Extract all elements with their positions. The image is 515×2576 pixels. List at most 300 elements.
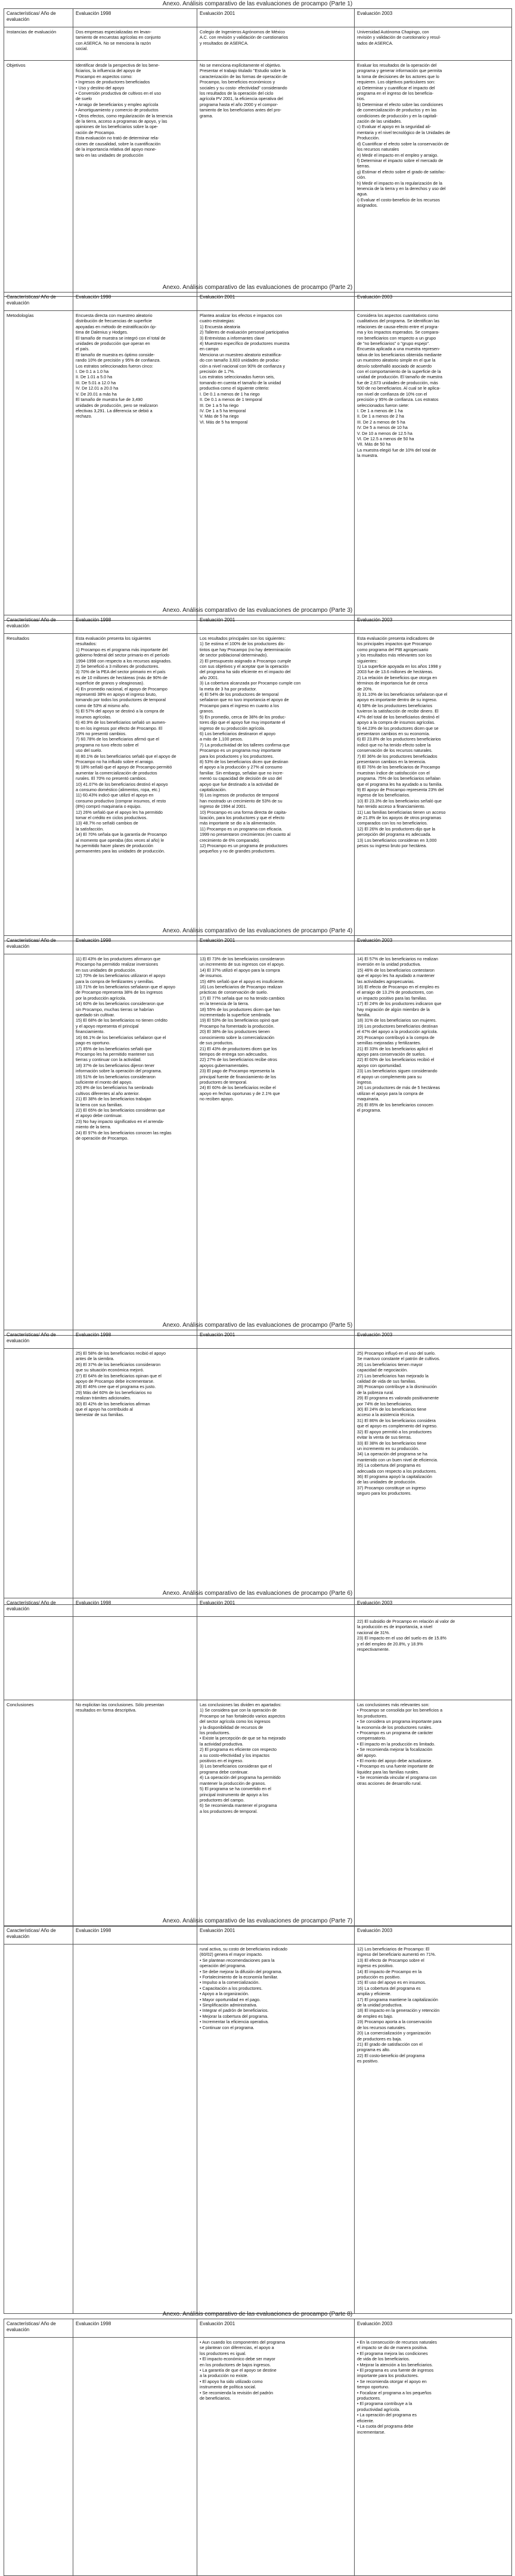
cell-line: con ASERCA. No se menciona la razón xyxy=(76,40,151,46)
cell-line: tiempo oportuno. xyxy=(357,2384,389,2390)
cell-line: Identificar desde la perspectiva de los bene- xyxy=(76,63,160,68)
cell-line: conocimiento sobre la comercialización xyxy=(200,1034,275,1040)
cell-line: • Aun cuando los componentes del programa xyxy=(200,2339,286,2345)
column-header: Evaluación 2003 xyxy=(355,615,512,634)
cell-line: precisión de 1.7%. xyxy=(200,369,235,375)
cell-line: prácticas de conservación de suelo. xyxy=(200,990,268,995)
table-cell xyxy=(197,1349,355,1605)
cell-line: 11) 60.43% indicó que utilizó el apoyo en xyxy=(76,792,154,798)
cell-line: más importante se dio a la alimentación. xyxy=(200,820,277,826)
row-label xyxy=(4,1617,73,1700)
cell-line: 3) 70% de la PEA del sector primario en el país xyxy=(76,669,166,675)
cell-line: 33) El 38% de los beneficiarios tiene xyxy=(357,1440,427,1446)
cell-line: pago es oportuno. xyxy=(76,1040,110,1046)
cell-line: tiempos de entrega son adecuados. xyxy=(200,1051,268,1057)
cell-line: 4) La operación del programa ha permitido xyxy=(200,1775,281,1781)
table-header-row xyxy=(4,9,512,27)
table-cell xyxy=(197,27,355,61)
column-header: Evaluación 2001 xyxy=(197,1330,355,1349)
comparison-table xyxy=(4,8,512,297)
cell-line: resultados: xyxy=(76,641,97,647)
cell-line: Procampo ha fomentado la producción. xyxy=(200,1023,275,1029)
cell-line: • Incrementar la eficiencia operativa. xyxy=(200,2019,269,2025)
cell-line: 1999 no presentaron crecimientos (en cuanto al xyxy=(200,832,291,838)
section-title: Anexo. Análisis comparativo de las evaluaciones de procampo (Parte 6) xyxy=(162,1590,353,1597)
cell-line: e) Medir el impacto en el empleo y arraigo. xyxy=(357,152,439,158)
cell-line: Procampo les ha permitido mantener sus xyxy=(76,1051,154,1057)
cell-line: 20) Procampo contribuyó a la compra de xyxy=(357,1034,435,1040)
cell-line: • Integrar el padrón de beneficiarios. xyxy=(200,2008,269,2014)
cell-line: • Procampo es un programa de carácter xyxy=(357,1730,433,1736)
cell-line: cualitativos del programa. Se identifican las xyxy=(357,318,440,324)
cell-line: como de 53% al mismo año. xyxy=(76,702,130,708)
cell-line: los resultados de la operación del ciclo xyxy=(200,91,274,97)
cell-line: para los productores y los productores. xyxy=(200,753,274,759)
cell-line: la satisfacción. xyxy=(76,826,104,832)
cell-line: III. De 2 a menos de 5 ha xyxy=(357,419,405,425)
cell-line: desvío sobrehalló asociado de acuerdo xyxy=(357,363,432,369)
cell-line: 19) El 53% de los beneficiarios opinó que xyxy=(200,1018,279,1023)
cell-line: Encuesta aplicada a una muestra represen- xyxy=(357,346,440,352)
cell-line: ma y los impactos esperados. Se compara- xyxy=(357,329,440,335)
column-header: Evaluación 2001 xyxy=(197,936,355,954)
cell-line: mantener la producción de granos. xyxy=(200,1780,266,1786)
cell-line: • Apoyo a la organización. xyxy=(200,1991,249,1997)
cell-line: 18) 37% de los beneficiarios dijeron tener xyxy=(76,1062,155,1068)
cell-line: seleccionados fueron siete: xyxy=(357,402,409,408)
cell-line: al momento que operaba (dos veces al año) le xyxy=(76,837,165,843)
cell-line: 29) El programa es valorado positivamente xyxy=(357,1395,439,1401)
cell-line: 18) 31% de los beneficiarios son mujeres. xyxy=(357,1018,437,1023)
cell-line: • El impacto en la producción es limitado. xyxy=(357,1741,436,1747)
cell-line: do con tamaño 3,603 unidades de produc- xyxy=(200,357,281,363)
cell-line: 21) El grado de satisfacción con el xyxy=(357,2041,423,2047)
cell-line: (8%) compró maquinaria o equipo. xyxy=(76,804,142,810)
cell-line: de Procampo representa 38% de los ingresos xyxy=(76,990,163,995)
cell-line: apoyo a la compra de insumos agrícolas. xyxy=(357,720,436,726)
cell-line: 16) La cobertura del programa es xyxy=(357,1985,421,1991)
cell-line: quedado sin cultivar. xyxy=(76,1012,115,1018)
cell-line: en sus unidades de producción. xyxy=(76,967,136,973)
comparison-section xyxy=(4,284,511,621)
cell-line: • Se recomienda vincular el programa con xyxy=(357,1775,437,1781)
cell-line: agua. xyxy=(357,191,368,197)
cell-line: 13) 71% de los beneficiarios señalaron que el apoyo xyxy=(76,984,176,990)
cell-line: fue de 2,673 unidades de producción, más xyxy=(357,379,438,385)
cell-line: Los resultados principales son los siguientes: xyxy=(200,636,286,641)
cell-line: Procampo se han fortalecido varios aspectos xyxy=(200,1713,286,1719)
column-header: Características/ Año de evaluación xyxy=(4,2319,73,2338)
cell-line: ingreso de su producción agrícola. xyxy=(200,725,265,731)
cell-line: 1) Se estima el 100% de los productores dis- xyxy=(200,641,286,647)
column-header: Evaluación 2003 xyxy=(355,936,512,954)
column-header: Características/ Año de evaluación xyxy=(4,9,73,27)
table-cell xyxy=(197,634,355,941)
cell-line: 12) Procampo es un programa de productores xyxy=(200,843,288,849)
cell-line: Presentar el trabajo titulado "Estudio sobre la xyxy=(200,68,286,74)
cell-line: de la tierra, acceso a programas de apoyo, y las xyxy=(76,119,167,125)
cell-line: • Procampo se consolida por los beneficios a xyxy=(357,1707,443,1713)
cell-line: • Se recomienda mejorar la focalización xyxy=(357,1747,433,1753)
cell-line: y el del empleo de 20.8%, y 18.9% xyxy=(357,1641,423,1647)
comparison-table xyxy=(4,2319,512,2576)
cell-line: • Mejorar la cobertura del programa. xyxy=(200,2013,269,2019)
table-cell xyxy=(73,2338,197,2576)
cell-line: a la producción no existe. xyxy=(200,2373,249,2379)
table-row xyxy=(4,954,512,1336)
table-cell xyxy=(73,61,197,297)
cell-line: tierras. xyxy=(357,163,370,169)
cell-line: se plantean con diferencias, el apoyo a xyxy=(200,2345,274,2351)
cell-line: por 74% de los beneficiarios. xyxy=(357,1401,412,1407)
cell-line: ingreso es positivo. xyxy=(357,1963,394,1969)
cell-line: realizan trámites adicionales. xyxy=(76,1395,131,1401)
column-header: Evaluación 2001 xyxy=(197,615,355,634)
cell-line: tima de Dalenius y Hodges. xyxy=(76,329,128,335)
cell-line: IV. De 5 a menos de 10 ha xyxy=(357,425,408,431)
cell-line: familia. xyxy=(357,1012,371,1018)
column-header: Evaluación 2003 xyxy=(355,293,512,311)
cell-line: apoyo que fue destinado a la actividad de xyxy=(200,781,279,787)
cell-line: V. De 20.01 a más ha xyxy=(76,391,117,397)
cell-line: la toma de decisiones de los actores que lo xyxy=(357,73,439,79)
cell-line: • Conversión productiva de cultivos en el uso xyxy=(76,91,162,97)
cell-line: insumos agrícolas. xyxy=(76,714,111,720)
cell-line: tintos que hay Procampo (no hay determinación xyxy=(200,646,291,652)
column-header: Evaluación 1998 xyxy=(73,1926,197,1945)
cell-line: • Amortiguamiento y comercio de productos xyxy=(76,107,159,113)
cell-line: presentaron cambios en su economía. xyxy=(357,730,430,736)
cell-line: del programa ha sido eficiente en el impacto del xyxy=(200,669,291,675)
comparison-section xyxy=(4,1589,511,1927)
cell-line: 9) El apoyo de Procampo representa 23% del xyxy=(357,786,444,792)
cell-line: 34) La operación del programa se ha xyxy=(357,1451,427,1457)
cell-line: de la unidad productiva. xyxy=(357,2002,403,2008)
cell-line: tierras y continuar con la actividad. xyxy=(76,1057,142,1063)
cell-line: rurales. El 70% no presentó cambios. xyxy=(76,776,147,782)
cell-line: 10) El 23.3% de los beneficiarios señaló que xyxy=(357,798,442,804)
cell-line: V. Más de 5 ha riego xyxy=(200,413,239,419)
cell-line: de "no beneficiarios" o "grupo espejo". xyxy=(357,341,430,347)
cell-line: positivos en el ingreso. xyxy=(200,1758,244,1764)
cell-line: II. De 0.1 a menos de 1 temporal xyxy=(200,397,262,403)
cell-line: Esta evaluación presenta los siguientes xyxy=(76,636,151,641)
cell-line: un incremento de sus ingresos con el apoyo. xyxy=(200,962,285,967)
cell-line: cuatro estrategias: xyxy=(200,318,235,324)
cell-line: revisión y validación de cuestionario y resul- xyxy=(357,35,441,41)
column-header: Evaluación 2001 xyxy=(197,9,355,27)
cell-line: 19) 51% de los beneficiarios consideraron xyxy=(76,1074,156,1079)
cell-line: es de 10 millones de hectáreas (más de 90% de xyxy=(76,674,167,680)
section-title: Anexo. Análisis comparativo de las evaluaciones de procampo (Parte 3) xyxy=(162,607,353,614)
cell-line: nacional de 31%. xyxy=(357,1629,390,1635)
row-label: Objetivos xyxy=(4,61,73,297)
cell-line: 3) La cobertura alcanzada por Procampo cumple con xyxy=(200,680,301,686)
table-cell xyxy=(197,954,355,1336)
cell-line: 2) El programa es eficiente con respecto xyxy=(200,1747,277,1753)
cell-line: liquidez para las familias rurales. xyxy=(357,1769,420,1775)
cell-line: que el programa les ha ayudado a su familia. xyxy=(357,781,443,787)
cell-line: tados de ASERCA. xyxy=(357,40,393,46)
cell-line: de los recursos naturales. xyxy=(357,2024,407,2030)
cell-line: de 21.8% de los apoyos de otros programas xyxy=(357,815,442,820)
cell-line: 1) Se considera que con la operación de xyxy=(200,1707,277,1713)
cell-line: • El impacto económico debe ser mayor xyxy=(200,2356,275,2362)
cell-line: II. De 1 a menos de 2 ha xyxy=(357,413,404,419)
table-header-row xyxy=(4,1330,512,1349)
cell-line: consumo productivo (comprar insumos, el resto xyxy=(76,798,166,804)
cell-line: Producción. xyxy=(357,135,380,141)
cell-line: un impacto positivo para las familias. xyxy=(357,995,427,1001)
column-header: Características/ Año de evaluación xyxy=(4,1598,73,1617)
cell-line: condiciones de producción y en la capitali- xyxy=(357,113,438,119)
cell-line: 12) 70% de los beneficiarios utilizaron el apoyo xyxy=(76,973,166,979)
table-cell xyxy=(73,634,197,941)
cell-line: han mostrado un crecimiento de 53% de su xyxy=(200,798,283,804)
cell-line: productores de temporal. xyxy=(200,1079,247,1085)
cell-line: 4) 58% de los productores beneficiarios xyxy=(357,702,433,708)
cell-line: importante para los productores. xyxy=(357,2373,419,2379)
cell-line: efectivas 3,291. La diferencia se debió a xyxy=(76,407,153,413)
cell-line: 4) Muestreo específico de productores muestra xyxy=(200,341,290,347)
cell-line: • El programa contribuye a la xyxy=(357,2401,412,2407)
cell-line: zación de las unidades. xyxy=(357,119,402,125)
cell-line: un incremento en su producción. xyxy=(357,1445,420,1451)
cell-line: por la producción agrícola. xyxy=(76,995,126,1001)
cell-line: distribución de frecuencias de superficie xyxy=(76,318,152,324)
cell-line: el apoyo debe continuar. xyxy=(76,1113,123,1119)
column-header: Características/ Año de evaluación xyxy=(4,615,73,634)
cell-line: La muestra elegió fue de 10% del total de xyxy=(357,447,436,453)
section-title: Anexo. Análisis comparativo de las evaluaciones de procampo (Parte 1) xyxy=(162,1,353,7)
cell-line: El tamaño de muestra es óptimo conside- xyxy=(76,351,155,357)
cell-line: uso del suelo. xyxy=(76,748,103,754)
cell-line: lización, para los productores y que el efecto xyxy=(200,815,285,820)
cell-line: a su costo-efectividad y los impactos xyxy=(200,1752,270,1758)
table-cell xyxy=(355,1945,512,2314)
column-header: Evaluación 2001 xyxy=(197,2319,355,2338)
cell-line: en la tenencia de la tierra. xyxy=(200,1001,249,1007)
cell-line: Evaluar los resultados de la operación del xyxy=(357,63,437,68)
cell-line: III. De 1 a 5 ha riego xyxy=(200,402,239,408)
comparison-table xyxy=(4,1925,512,2314)
cell-line: operación del programa. xyxy=(200,1963,246,1969)
cell-line: a más de 1,100 pesos. xyxy=(200,736,243,742)
cell-line: a los productores de temporal. xyxy=(200,1808,258,1814)
cell-line: Procampo ha permitido realizar inversiones xyxy=(76,962,159,967)
cell-line: • Se recomienda otorgar el apoyo en xyxy=(357,2378,427,2384)
cell-line: apoyo en fechas oportunas y de 2.1% que xyxy=(200,1090,280,1096)
column-header: Características/ Año de evaluación xyxy=(4,936,73,954)
cell-line: grama. xyxy=(200,113,213,119)
cell-line: I. De 1 a menos de 1 ha xyxy=(357,407,403,413)
cell-line: 9) 18% señaló que el apoyo de Procampo permitió xyxy=(76,764,172,770)
cell-line: 20) La comercialización y organización xyxy=(357,2030,431,2036)
cell-line: Se mantuvo constante el patrón de cultivos. xyxy=(357,1356,440,1362)
cell-line: 25) El 85% de los beneficiarios conocen xyxy=(357,1102,433,1107)
cell-line: 32) El apoyo permitió a los productores xyxy=(357,1429,432,1435)
cell-line: 3) Entrevistas a informantes clave xyxy=(200,335,265,341)
cell-line: aumentar la comercialización de productos xyxy=(76,770,157,776)
cell-line: presentaron cambios en la tenencia. xyxy=(357,758,426,764)
cell-line: 19) Procampo aporta a la conservación xyxy=(357,2019,432,2025)
cell-line: 31) El 86% de los beneficiarios considera xyxy=(357,1417,436,1423)
cell-line: 1994-1998 con respecto a los recursos asignados. xyxy=(76,658,172,664)
cell-line: • El apoyo ha sido utilizado como xyxy=(200,2378,263,2384)
cell-line: la muestra. xyxy=(357,453,379,459)
table-row xyxy=(4,1617,512,1700)
column-header: Evaluación 2003 xyxy=(355,1330,512,1349)
cell-line: los productores. xyxy=(357,1713,388,1719)
cell-line: Plantea analizar los efectos e impactos con xyxy=(200,313,283,318)
comparison-section xyxy=(4,0,511,297)
cell-line: 36) El programa apoyó la capitalización xyxy=(357,1473,432,1479)
cell-line: los productores es igual. xyxy=(200,2350,246,2356)
cell-line: semillas mejoradas y fertilizantes. xyxy=(357,1040,421,1046)
cell-line: que el apoyo les ha ayudado a mantener xyxy=(357,973,435,979)
cell-line: 26) El 37% de los beneficiarios consideraron xyxy=(76,1361,161,1367)
cell-line: principal instrumento de apoyo a los xyxy=(200,1791,269,1797)
cell-line: • Existe la percepción de que se ha mejorado xyxy=(200,1735,286,1741)
cell-line: utilizan el apoyo para la compra de xyxy=(357,1090,424,1096)
column-header: Evaluación 2003 xyxy=(355,1926,512,1945)
cell-line: apoyo es importante dentro de su ingreso. xyxy=(357,697,438,703)
cell-line: familiar. Sin embargo, señalan que no incre- xyxy=(200,770,284,776)
cell-line: VI. Más de 5 ha temporal xyxy=(200,419,248,425)
cell-line: el apoyo a la producción y 27% al consumo xyxy=(200,764,283,770)
cell-line: asignados. xyxy=(357,203,378,209)
cell-line: tenencia de la tierra y en la derechos y uso del xyxy=(357,185,446,191)
cell-line: b) Determinar el efecto sobre las condiciones xyxy=(357,101,443,107)
cell-line: antes de la siembra. xyxy=(76,1356,114,1362)
cell-line: 17) El programa mantiene la capitalización xyxy=(357,1996,438,2002)
cell-line: 47% del total de los beneficiarios destinó el xyxy=(357,714,439,720)
cell-line: el arraigo de 13.2% de productores, con xyxy=(357,990,433,995)
cell-line: i) Evaluar el costo-beneficio de los recursos xyxy=(357,197,440,203)
cell-line: y resultados de ASERCA. xyxy=(200,40,249,46)
cell-line: tuvieron la satisfacción de recibir dinero. El xyxy=(357,708,439,714)
cell-line: programa y generar información que permita xyxy=(357,68,442,74)
cell-line: 22) El subsidio de Procampo en relación al valor de xyxy=(357,1619,455,1624)
cell-line: 28) Procampo contribuye a la disminución xyxy=(357,1384,437,1390)
cell-line: 7) 60.78% de los beneficiarios afirmó que el xyxy=(76,736,159,742)
cell-line: VII. Más de 50 ha xyxy=(357,441,391,447)
cell-line: 23) Los beneficiarios siguen considerando xyxy=(357,1068,438,1074)
cell-line: • Se debe mejorar la difusión del programa. xyxy=(200,1968,283,1974)
cell-line: 11) El 43% de los productores afirmaron que xyxy=(76,956,161,962)
cell-line: inversión en la unidad productiva. xyxy=(357,962,421,967)
cell-line: de la importancia relativa del apoyo mone- xyxy=(76,147,157,153)
cell-line: para la compra de fertilizantes y semillas. xyxy=(76,978,154,984)
cell-line: 15) El 68% de los beneficiarios no tienen crédito xyxy=(76,1018,167,1023)
cell-line: programa no tuvo efecto sobre el xyxy=(76,742,139,748)
cell-line: 8) 53% de los beneficiarios dicen que destinan xyxy=(200,758,288,764)
cell-line: 20) El 38% de los productores tienen xyxy=(200,1029,270,1035)
cell-line: tamiento de encuestas agrícolas en conjunto xyxy=(76,35,161,41)
cell-line: ron nivel de confianza de 10% con el xyxy=(357,391,427,397)
cell-line: tativa de los beneficiarios obtenida mediante xyxy=(357,351,442,357)
comparison-section xyxy=(4,927,511,1336)
cell-line: adecuada con respecto a los productores. xyxy=(357,1468,437,1474)
cell-line: 13) 48.7% no señaló cambios de xyxy=(76,820,138,826)
cell-line: 11) Procampo es un programa con eficacia. xyxy=(200,826,283,832)
cell-line: Colegio de Ingenieros Agrónomos de México xyxy=(200,29,286,35)
cell-line: • Se recomienda la revisión del padrón xyxy=(200,2390,274,2395)
cell-line: • La cuota del programa debe xyxy=(357,2423,414,2429)
cell-line: indicó que no ha tenido efecto sobre la xyxy=(357,742,431,748)
cell-line: 17) 85% de los beneficiarios señaló que xyxy=(76,1046,152,1051)
cell-line: 20) 8% de los beneficiarios ha sembrado xyxy=(76,1085,154,1091)
cell-line: que su situación económica mejoró. xyxy=(76,1367,144,1373)
cell-line: 19) Los productores beneficiarios destinan xyxy=(357,1023,438,1029)
table-cell xyxy=(355,1617,512,1700)
cell-line: y la disponibilidad de recursos de xyxy=(200,1724,263,1730)
cell-line: II. De 1.01 a 5.0 ha xyxy=(76,374,113,380)
cell-line: apoyos gubernamentales. xyxy=(200,1062,249,1068)
cell-line: productividad agrícola. xyxy=(357,2406,401,2412)
cell-line: y el apoyo representa el principal xyxy=(76,1023,139,1029)
cell-line: de operación de Procampo. xyxy=(76,1135,129,1141)
cell-line: rechazo. xyxy=(76,413,92,419)
cell-line: tamiento de los beneficiarios antes del pro- xyxy=(200,107,282,113)
cell-line: 15) El uso del apoyo es en insumos. xyxy=(357,1980,426,1986)
column-header: Evaluación 1998 xyxy=(73,9,197,27)
cell-line: la producción es de importancia, a nivel xyxy=(357,1624,433,1630)
cell-line: 1) Encuesta aleatoria xyxy=(200,323,240,329)
cell-line: 5) El 57% del apoyo se destinó a la compra de xyxy=(76,708,165,714)
column-header: Evaluación 1998 xyxy=(73,1330,197,1349)
cell-line: 12) El 26% de los productores dijo que la xyxy=(357,826,436,832)
table-cell xyxy=(355,1700,512,1927)
cell-line: 5) El programa se ha convertido en el xyxy=(200,1786,271,1792)
cell-line: Las conclusiones más relevantes son: xyxy=(357,1702,430,1707)
cell-line: información sobre la operación del programa. xyxy=(76,1068,162,1074)
cell-line: • Capacitación a los productores. xyxy=(200,1985,263,1991)
column-header: Evaluación 1998 xyxy=(73,936,197,954)
table-header-row xyxy=(4,1926,512,1945)
cell-line: de las unidades de producción. xyxy=(357,1479,417,1485)
cell-line: 2003 fue de 13.6 millones de hectáreas. xyxy=(357,669,433,675)
cell-line: 8) 80.1% de los beneficiarios señaló que el apoyo de xyxy=(76,753,176,759)
cell-line: conservación de los recursos naturales. xyxy=(357,748,433,754)
cell-line: • Uso y destino del apoyo xyxy=(76,85,125,91)
cell-line: 2) La relación de beneficios que otorga en xyxy=(357,674,438,680)
cell-line: unidades de producción, pero se realizaron xyxy=(76,402,158,408)
cell-line: 29) Más del 60% de los beneficiarios no xyxy=(76,1389,152,1395)
column-header: Evaluación 2003 xyxy=(355,1598,512,1617)
comparison-section xyxy=(4,2310,511,2576)
cell-line: mentaria y el nivel tecnológico de la Unidades de xyxy=(357,129,451,135)
cell-line: 14) El 37% utilizó el apoyo para la compra xyxy=(200,967,280,973)
table-cell xyxy=(355,61,512,297)
cell-line: tomando en cuenta el tamaño de la unidad xyxy=(200,379,281,385)
cell-line: 25) El 58% de los beneficiarios recibió el apoyo xyxy=(76,1351,166,1356)
cell-line: 30) El 24% de los beneficiarios tiene xyxy=(357,1407,427,1413)
cell-line: h) Medir el impacto en la regularización de la xyxy=(357,180,443,186)
cell-line: 17) El 77% señala que no ha tenido cambios xyxy=(200,995,285,1001)
cell-line: 27) El 64% de los beneficiarios opinan que el xyxy=(76,1373,162,1379)
cell-line: percepción del programa es adecuada. xyxy=(357,832,432,838)
comparison-table xyxy=(4,292,512,621)
cell-line: gobierno federal del sector primario en el período xyxy=(76,652,170,658)
cell-line: productores. xyxy=(357,2395,381,2401)
cell-line: 16) Los beneficiarios de Procampo realizan xyxy=(200,984,283,990)
cell-line: de comercialización de productos y en las xyxy=(357,107,437,113)
column-header: Evaluación 1998 xyxy=(73,615,197,634)
cell-line: 27) Los beneficiarios han mejorado la xyxy=(357,1373,429,1379)
cell-line: que el apoyo ha contribuido al xyxy=(76,1407,133,1413)
table-row xyxy=(4,1349,512,1605)
